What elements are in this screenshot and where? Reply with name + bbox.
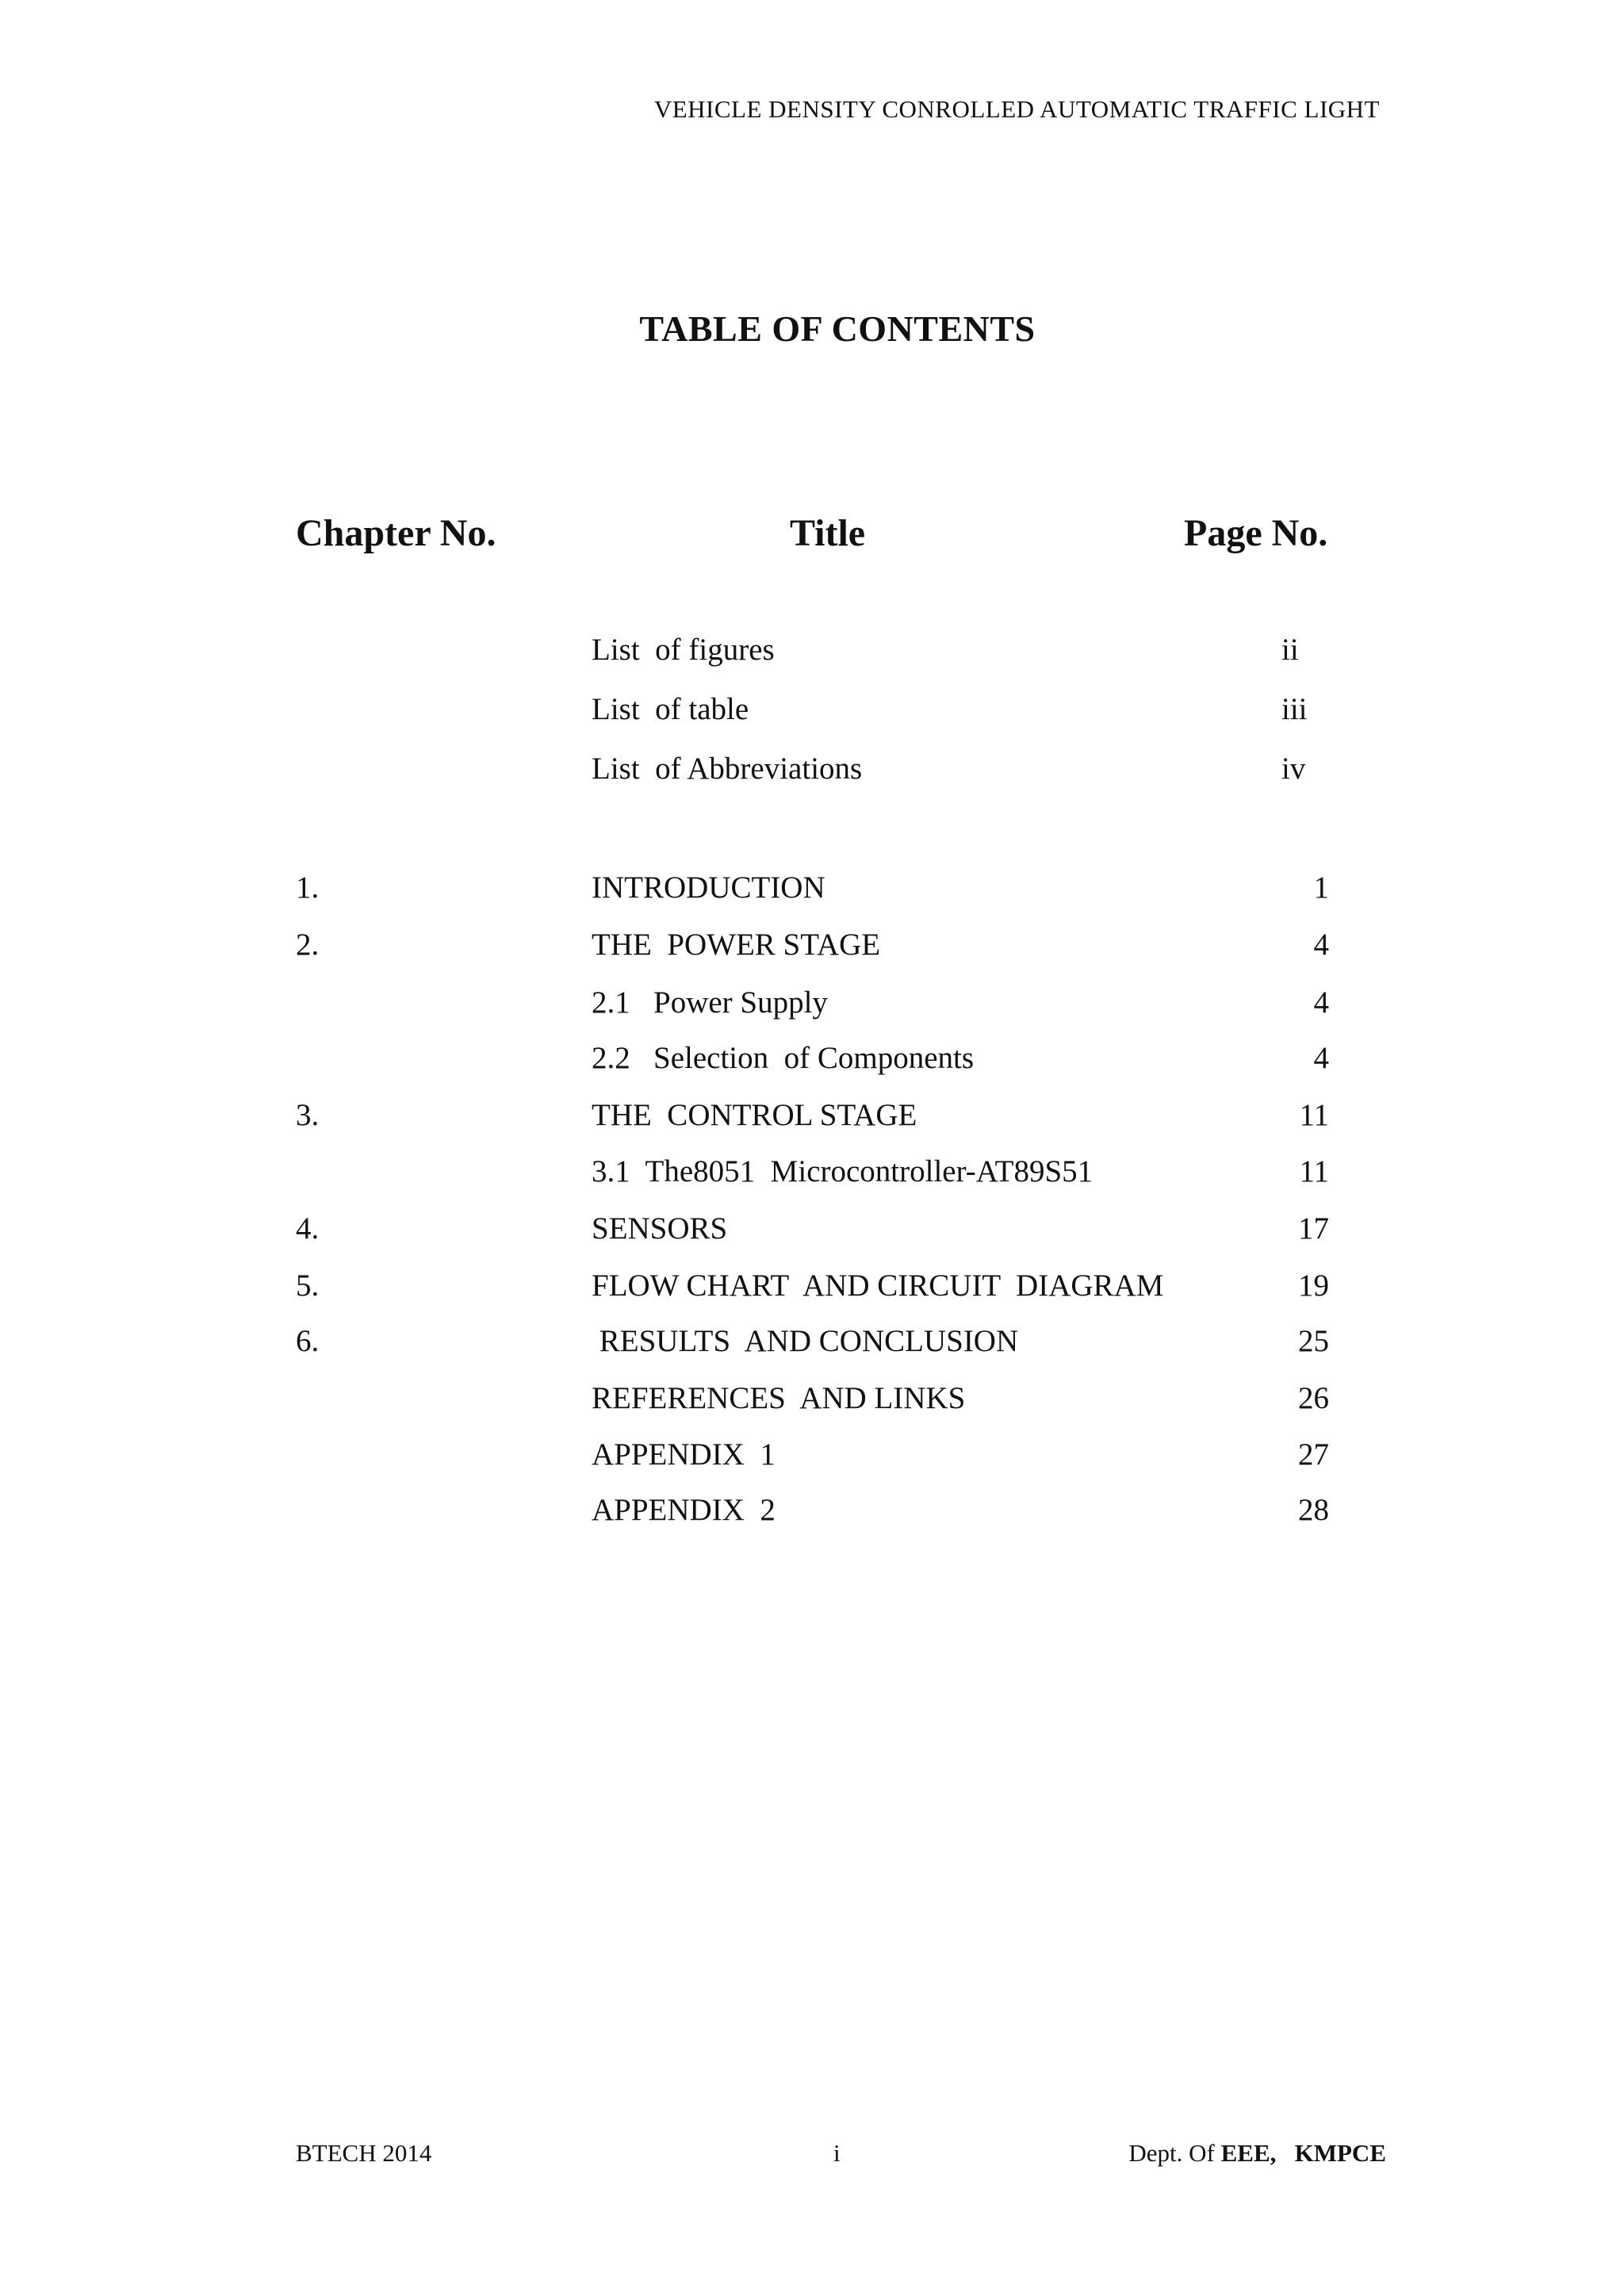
toc-chapter-number: 6. xyxy=(296,1324,320,1358)
toc-page-number: 17 xyxy=(1298,1211,1329,1246)
toc-entry-title: THE CONTROL STAGE xyxy=(592,1098,917,1132)
toc-entry-title: SENSORS xyxy=(592,1211,728,1246)
footer-department-name: EEE, KMPCE xyxy=(1220,2139,1386,2167)
toc-entry-appendix-1[interactable] xyxy=(0,1435,1624,1475)
toc-page-number: 19 xyxy=(1298,1269,1329,1303)
toc-entry-title: REFERENCES AND LINKS xyxy=(592,1381,966,1415)
page-title: TABLE OF CONTENTS xyxy=(639,308,1036,349)
toc-chapter-number: 4. xyxy=(296,1211,320,1246)
toc-entry-list-of-table[interactable] xyxy=(0,690,1624,729)
running-header: VEHICLE DENSITY CONROLLED AUTOMATIC TRAFFIC LIGHT xyxy=(653,95,1380,123)
chapter-column-header: Chapter No. xyxy=(296,512,496,554)
title-column-header: Title xyxy=(790,512,866,554)
toc-entry-title: RESULTS AND CONCLUSION xyxy=(592,1324,1019,1358)
footer-page-number: i xyxy=(833,2139,841,2167)
toc-page-number: iv xyxy=(1281,752,1306,786)
toc-entry-title: List of table xyxy=(592,692,749,726)
toc-entry-references[interactable] xyxy=(0,1379,1624,1418)
toc-entry-title: 3.1 The8051 Microcontroller-AT89S51 xyxy=(592,1154,1094,1188)
toc-entry-title: 2.1 Power Supply xyxy=(592,985,828,1020)
toc-page-number: 28 xyxy=(1298,1493,1329,1527)
footer-department xyxy=(1128,2139,1386,2168)
toc-page-number: 4 xyxy=(1313,1041,1329,1075)
toc-page-number: 25 xyxy=(1298,1324,1329,1358)
toc-entry-power-stage[interactable] xyxy=(0,925,1624,965)
toc-entry-title: FLOW CHART AND CIRCUIT DIAGRAM xyxy=(592,1269,1164,1303)
toc-chapter-number: 2. xyxy=(296,928,320,962)
toc-entry-power-supply[interactable] xyxy=(0,983,1624,1023)
toc-page-number: 11 xyxy=(1299,1098,1329,1132)
footer-course-year: BTECH 2014 xyxy=(296,2139,432,2167)
toc-page-number: 26 xyxy=(1298,1381,1329,1415)
toc-page-number: 27 xyxy=(1298,1437,1329,1471)
toc-chapter-number: 5. xyxy=(296,1269,320,1303)
toc-entry-title: THE POWER STAGE xyxy=(592,928,881,962)
footer-department-prefix: Dept. Of xyxy=(1128,2139,1215,2167)
toc-entry-results[interactable] xyxy=(0,1322,1624,1361)
toc-page-number: iii xyxy=(1281,692,1308,726)
toc-chapter-number: 1. xyxy=(296,871,320,905)
toc-entry-title: List of Abbreviations xyxy=(592,752,863,786)
toc-entry-selection-of-components[interactable] xyxy=(0,1039,1624,1078)
toc-page-number: ii xyxy=(1281,633,1299,667)
toc-entry-title: 2.2 Selection of Components xyxy=(592,1041,975,1075)
toc-page-number: 4 xyxy=(1313,928,1329,962)
toc-entry-title: INTRODUCTION xyxy=(592,871,825,905)
toc-entry-list-of-abbreviations[interactable] xyxy=(0,749,1624,789)
page-column-header: Page No. xyxy=(1184,512,1328,554)
toc-entry-title: APPENDIX 2 xyxy=(592,1493,776,1527)
toc-page-number: 1 xyxy=(1313,871,1329,905)
toc-entry-sensors[interactable] xyxy=(0,1209,1624,1249)
toc-entry-control-stage[interactable] xyxy=(0,1096,1624,1135)
toc-entry-flow-chart[interactable] xyxy=(0,1266,1624,1306)
toc-entry-introduction[interactable] xyxy=(0,868,1624,908)
toc-entry-appendix-2[interactable] xyxy=(0,1490,1624,1530)
toc-page-number: 11 xyxy=(1299,1154,1329,1188)
toc-entry-microcontroller[interactable] xyxy=(0,1152,1624,1192)
toc-chapter-number: 3. xyxy=(296,1098,320,1132)
toc-entry-title: List of figures xyxy=(592,633,775,667)
toc-page-number: 4 xyxy=(1313,985,1329,1020)
toc-entry-list-of-figures[interactable] xyxy=(0,630,1624,670)
toc-entry-title: APPENDIX 1 xyxy=(592,1437,776,1471)
